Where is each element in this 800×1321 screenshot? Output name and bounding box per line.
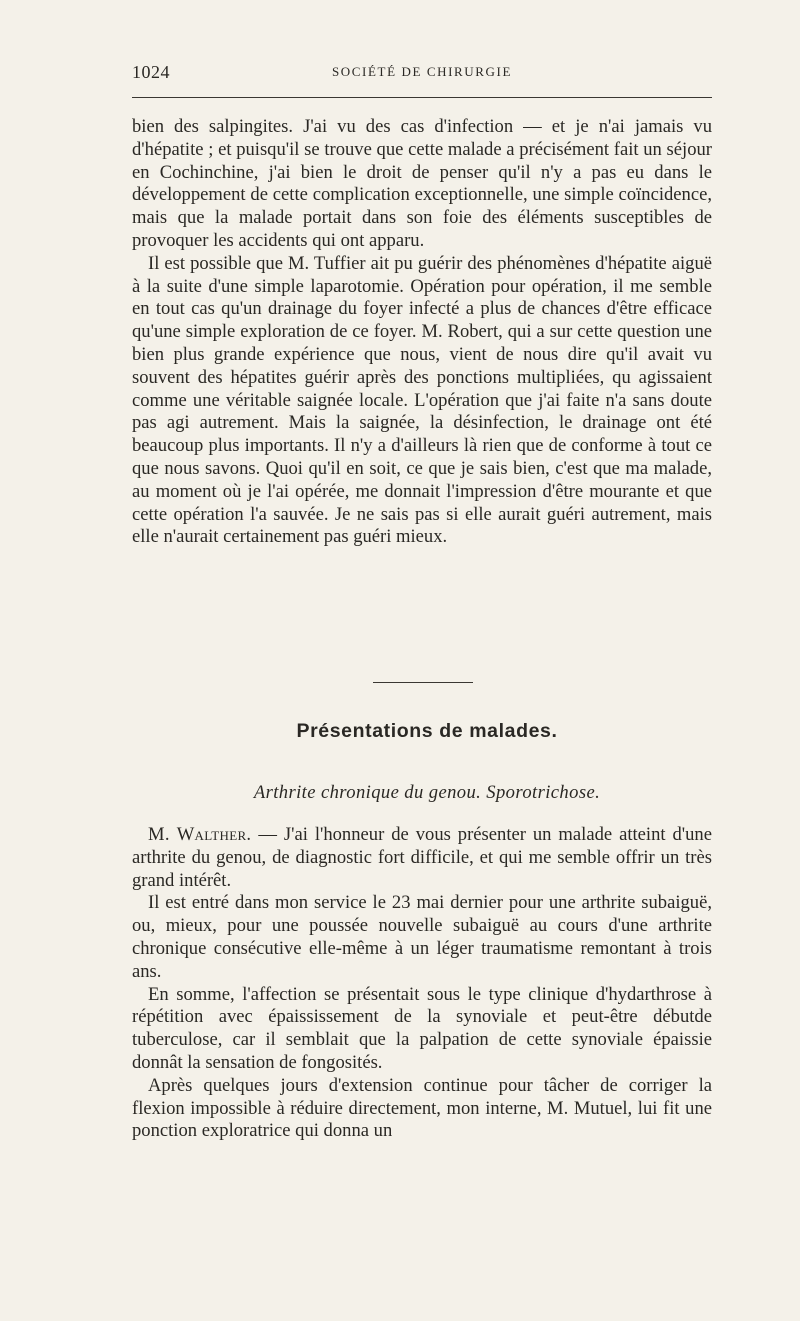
speaker-name: M. Walther. bbox=[148, 824, 252, 845]
bottom-text-block bbox=[132, 824, 712, 1143]
header-rule bbox=[132, 97, 712, 98]
paragraph: Il est possible que M. Tuffier ait pu guérir des phénomènes d'hépatite aiguë à la suite d'une simple laparotomie. Opération pour opération, il me semble en tout cas qu'un drainage du foyer infecté a plus de chances d'être efficace qu'une simple exploration de ce foyer. M. Robert, qui a sur cette question une bien plus grande expérience que nous, vient de nous dire qu'il avait vu souvent des hépatites guérir après des ponctions multipliées, qu agissaient comme une véritable saignée locale. L'opération que j'ai faite n'a sans doute pas agi autrement. Mais la saignée, la désinfection, le drainage ont été beaucoup plus importants. Il n'y a d'ailleurs là rien que de conforme à tout ce que nous savons. Quoi qu'il en soit, ce que je sais bien, c'est que ma malade, au moment où je l'ai opérée, me donnait l'impression d'être mourante et que cette opération l'a sauvée. Je ne sais pas si elle aurait guéri autrement, mais elle n'aurait certainement pas guéri mieux. bbox=[132, 252, 712, 548]
paragraph-text: — J'ai l'honneur de vous présenter un malade atteint d'une arthrite du genou, de diagnostic fort difficile, et qui me semble offrir un très grand intérêt. bbox=[132, 824, 712, 891]
paragraph bbox=[132, 824, 712, 892]
journal-title: SOCIÉTÉ DE CHIRURGIE bbox=[331, 64, 513, 79]
paragraph: Après quelques jours d'extension continue pour tâcher de corriger la flexion impossible à réduire directement, mon interne, M. Mutuel, lui fit une ponction exploratrice qui donna un bbox=[132, 1074, 712, 1142]
section-divider bbox=[373, 682, 473, 683]
case-title: Arthrite chronique du genou. Sporotrichose. bbox=[253, 782, 601, 803]
page-number: 1024 bbox=[132, 62, 170, 82]
paragraph: bien des salpingites. J'ai vu des cas d'infection — et je n'ai jamais vu d'hépatite ; et puisqu'il se trouve que cette malade a précisément fait un séjour en Cochinchine, j'ai bien le droit de penser qu'il n'y a pas eu dans le développement de cette complication exceptionnelle, une simple coïncidence, mais que la malade portait dans son foie des éléments susceptibles de provoquer les accidents qui ont apparu. bbox=[132, 116, 712, 251]
paragraph: Il est entré dans mon service le 23 mai dernier pour une arthrite subaiguë, ou, mieux, pour une poussée nouvelle subaiguë au cours d'une arthrite chronique consécutive elle-même à un léger traumatisme remontant à trois ans. bbox=[132, 892, 712, 982]
top-text-block bbox=[132, 116, 712, 549]
section-heading: Présentations de malades. bbox=[296, 720, 558, 742]
paragraph: En somme, l'affection se présentait sous le type clinique d'hydarthrose à répétition avec épaississement de la synoviale et peut-être débutde tuberculose, car il semblait que la palpation de cette synoviale épaissie donnât la sensation de fongosités. bbox=[132, 983, 712, 1073]
running-head bbox=[132, 62, 712, 84]
